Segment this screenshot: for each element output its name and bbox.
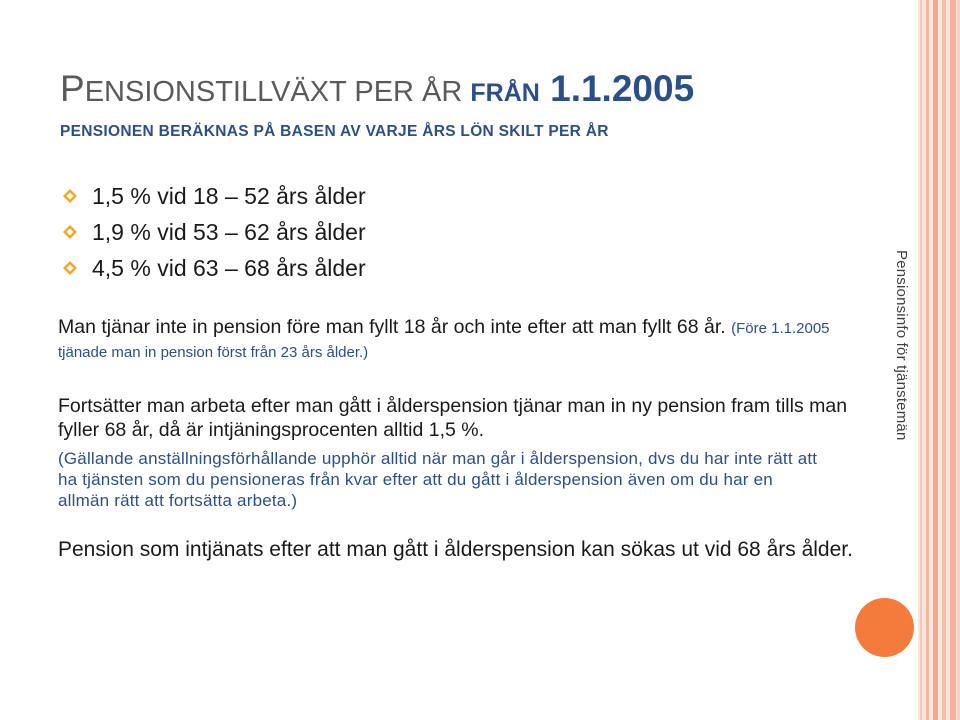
paragraph-claim-age: Pension som intjänats efter att man gått i ålderspension kan sökas ut vid 68 års ålder.: [58, 538, 853, 561]
bullet-text: 1,5 % vid 18 – 52 års ålder: [92, 182, 366, 209]
bullet-list: [62, 178, 366, 286]
bullet-text: 4,5 % vid 63 – 68 års ålder: [92, 254, 366, 281]
stripe: [933, 0, 938, 720]
page-subtitle: PENSIONEN BERÄKNAS PÅ BASEN AV VARJE ÅRS LÖN SKILT PER ÅR: [60, 123, 609, 140]
paragraph-employment-note: (Gällande anställningsförhållande upphör alltid när man går i ålderspension, dvs du har inte rätt att ha tjänsten som du pensioneras från kvar efter att du gått i ålderspension även om du har en allmän rätt att fortsätta arbeta.): [58, 449, 818, 510]
diamond-bullet-icon: [62, 260, 78, 276]
stripe: [920, 0, 922, 720]
orange-circle-icon: [855, 598, 914, 657]
paragraph-age-limits: [58, 316, 858, 364]
title-initial: P: [60, 68, 85, 109]
paragraph-text: Man tjänar inte in pension före man fyllt 18 år och inte efter att man fyllt 68 år.: [58, 316, 732, 338]
list-item: [62, 178, 366, 214]
title-rest: ENSIONSTILLVÄXT PER ÅR: [84, 76, 471, 108]
title-fran: FRÅN: [470, 79, 540, 107]
list-item: [62, 214, 366, 250]
page-title: [60, 70, 694, 107]
title-date: 1.1.2005: [539, 68, 695, 109]
stripe: [942, 0, 946, 720]
side-label: Pensionsinfo för tjänstemän: [893, 250, 910, 441]
list-item: [62, 250, 366, 286]
paragraph-note: (Före 1.1.2005 tjänade man in pension först från 23 års ålder.): [58, 320, 830, 361]
stripe: [926, 0, 929, 720]
diamond-bullet-icon: [62, 224, 78, 240]
stripe: [950, 0, 956, 720]
diamond-bullet-icon: [62, 188, 78, 204]
paragraph-continue-working: Fortsätter man arbeta efter man gått i ålderspension tjänar man in ny pension fram tills man fyller 68 år, då är intjäningsprocenten alltid 1,5 %.: [58, 395, 848, 441]
bullet-text: 1,9 % vid 53 – 62 års ålder: [92, 218, 366, 245]
